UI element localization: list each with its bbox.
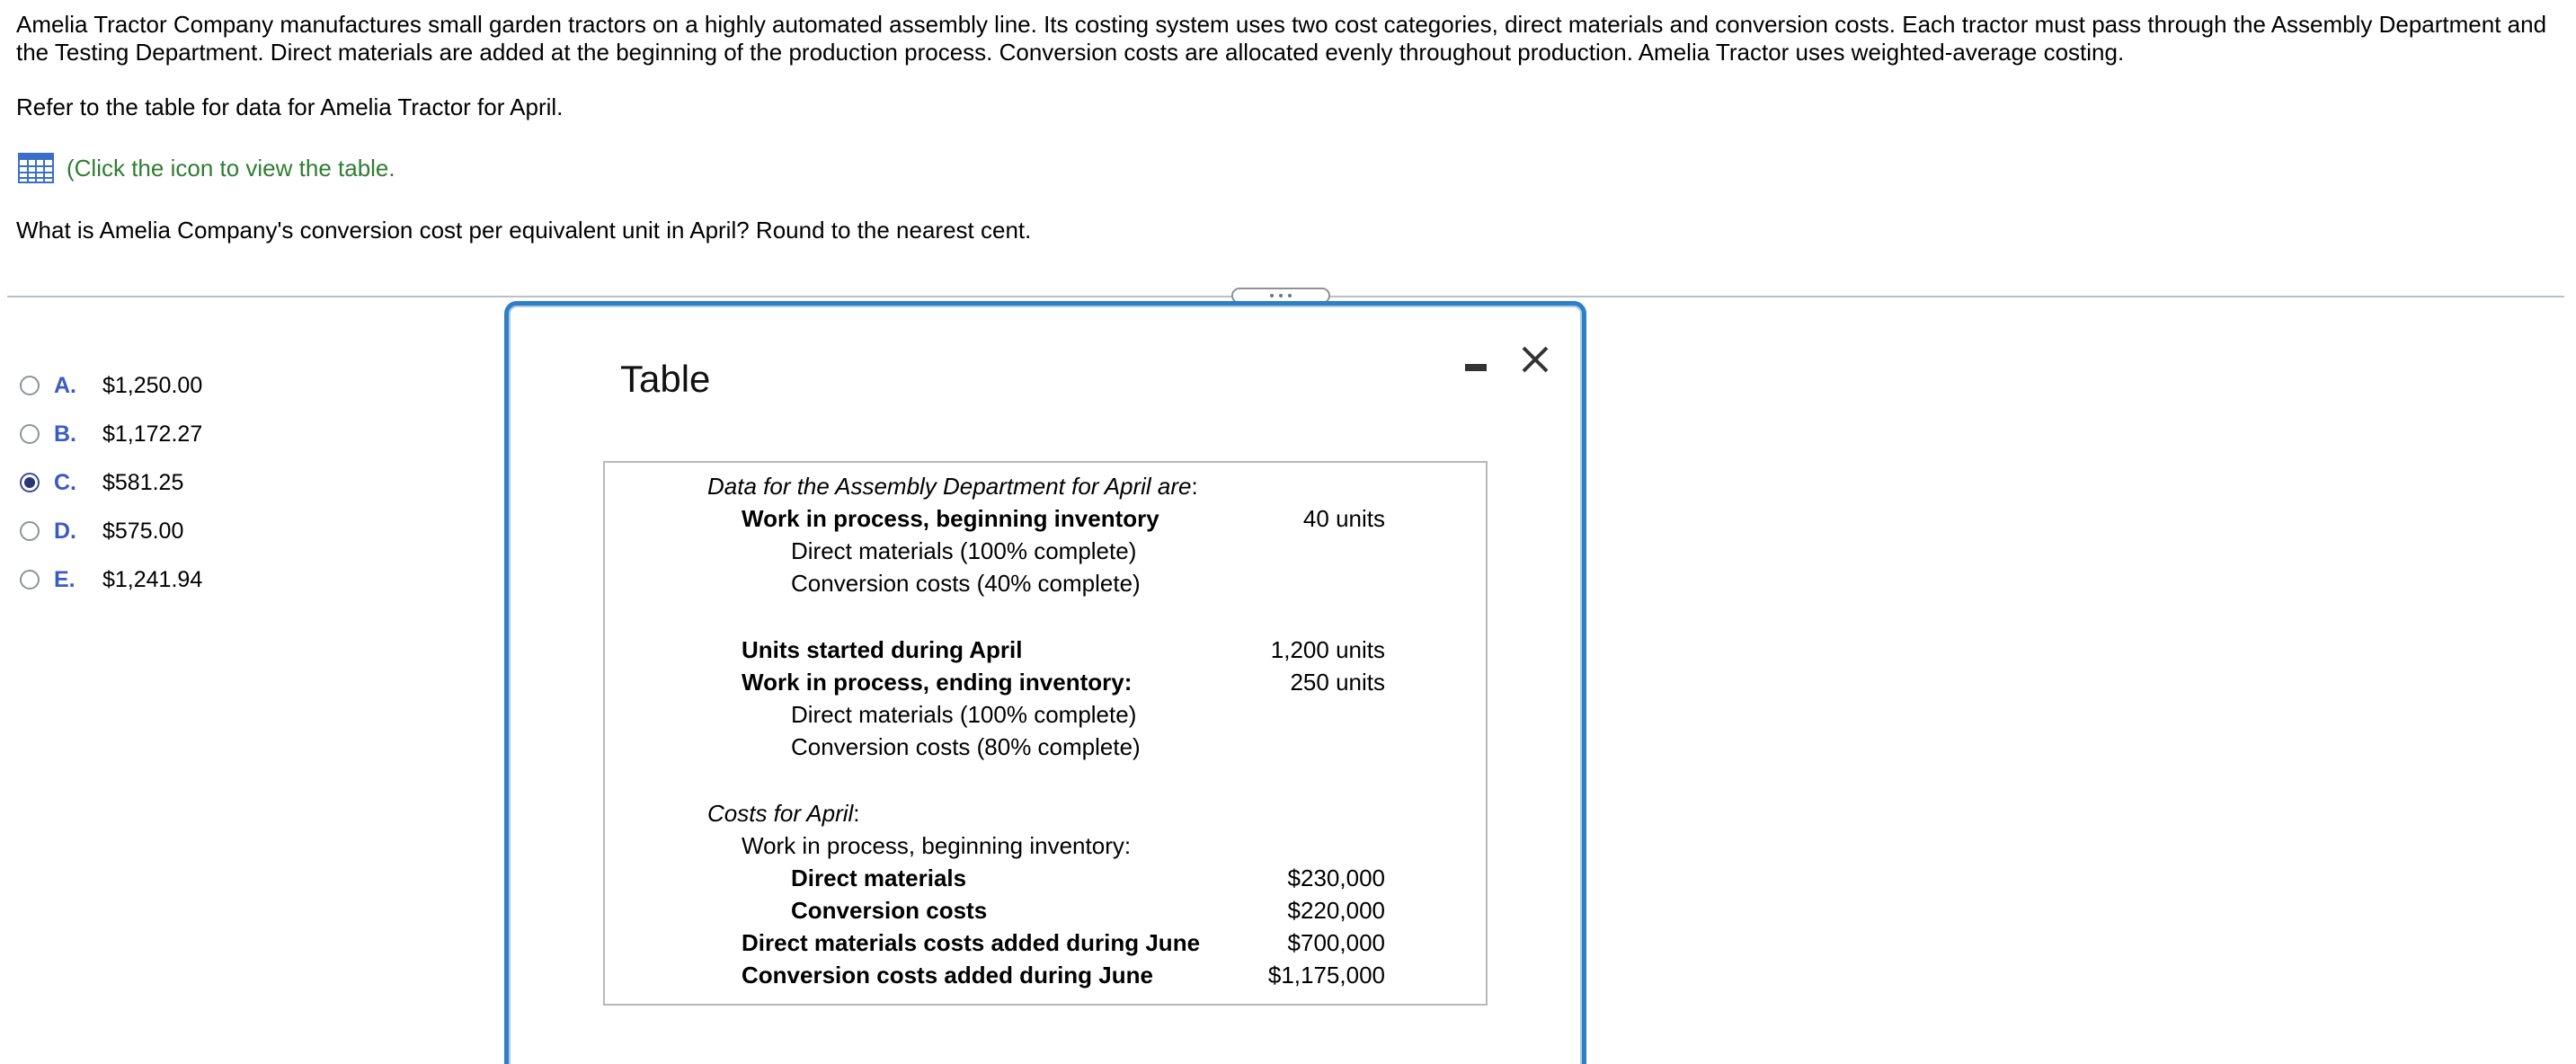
- option-value: $1,241.94: [102, 566, 203, 592]
- minimize-icon: [1465, 364, 1487, 371]
- table-row-label: Direct materials costs added during June: [742, 929, 1201, 956]
- option-letter: D.: [54, 518, 76, 544]
- table-row-label: Direct materials: [791, 864, 967, 891]
- question-text: What is Amelia Company's conversion cost per equivalent unit in April? Round to the nearest cent.: [16, 217, 1032, 244]
- dialog-title: Table: [620, 358, 711, 400]
- option-c[interactable]: [20, 458, 202, 507]
- option-a[interactable]: [20, 361, 202, 410]
- table-row-label: Work in process, ending inventory:: [742, 669, 1133, 696]
- option-value: $575.00: [102, 518, 184, 544]
- option-letter: E.: [54, 566, 76, 592]
- table-row-label: Units started during April: [742, 636, 1023, 663]
- option-value: $1,250.00: [102, 372, 203, 398]
- table-row-label: Conversion costs (40% complete): [791, 570, 1141, 597]
- handle-dot: [1288, 294, 1292, 297]
- option-letter: B.: [54, 421, 76, 447]
- table-row-value: $230,000: [1287, 864, 1385, 891]
- option-value: $581.25: [102, 469, 184, 495]
- table-row-label: Conversion costs (80% complete): [791, 733, 1141, 760]
- option-letter: C.: [54, 469, 76, 495]
- table-row-label: Work in process, beginning inventory:: [742, 832, 1132, 859]
- table-row-label: Direct materials (100% complete): [791, 537, 1137, 564]
- handle-dot: [1279, 294, 1283, 297]
- table-icon[interactable]: [18, 153, 54, 183]
- table-row-value: 250 units: [1290, 669, 1385, 696]
- option-value: $1,172.27: [102, 421, 203, 447]
- table-row-label: Direct materials (100% complete): [791, 701, 1137, 728]
- table-row-value: $700,000: [1287, 929, 1385, 956]
- table-row-value: 1,200 units: [1270, 636, 1385, 663]
- answer-options: [20, 361, 202, 604]
- handle-dot: [1270, 294, 1274, 297]
- table-section-header: [707, 470, 1198, 502]
- minimize-button[interactable]: [1461, 352, 1492, 379]
- radio-option-b[interactable]: [20, 424, 40, 444]
- radio-option-e[interactable]: [20, 570, 40, 590]
- section-header-text: Data for the Assembly Department for April are: [707, 473, 1192, 500]
- section-header-text: Costs for April: [707, 800, 854, 827]
- table-row-label: Conversion costs added during June: [742, 962, 1153, 989]
- refer-text: Refer to the table for data for Amelia Tractor for April.: [16, 93, 564, 120]
- view-table-link[interactable]: [18, 153, 395, 183]
- data-table: [603, 461, 1488, 1006]
- table-dialog: [504, 301, 1586, 1064]
- close-button[interactable]: [1517, 341, 1553, 377]
- radio-option-d[interactable]: [20, 521, 40, 541]
- table-row-value: 40 units: [1302, 505, 1385, 532]
- problem-statement: Amelia Tractor Company manufactures small garden tractors on a highly automated assembly line. Its costing system uses two cost categories, direct materials and conversion costs. Each tractor must pass through the Assembly Department and the Testing Department. Direct materials are added at the beginning of the production process. Conversion costs are allocated evenly throughout production. Amelia Tractor uses weighted-average costing.: [16, 11, 2547, 66]
- table-row-label: Conversion costs: [791, 897, 988, 924]
- colon: :: [853, 800, 860, 827]
- option-e[interactable]: [20, 555, 202, 604]
- close-icon: [1517, 341, 1553, 377]
- table-section-header: [707, 797, 860, 829]
- radio-option-c[interactable]: [20, 473, 40, 492]
- radio-option-a[interactable]: [20, 376, 40, 395]
- option-b[interactable]: [20, 410, 202, 458]
- view-table-link-text[interactable]: (Click the icon to view the table.: [67, 154, 395, 182]
- option-letter: A.: [54, 372, 76, 398]
- option-d[interactable]: [20, 507, 202, 555]
- table-row-label: Work in process, beginning inventory: [742, 505, 1159, 532]
- colon: :: [1191, 473, 1198, 500]
- table-row-value: $220,000: [1287, 897, 1385, 924]
- table-row-value: $1,175,000: [1267, 962, 1385, 989]
